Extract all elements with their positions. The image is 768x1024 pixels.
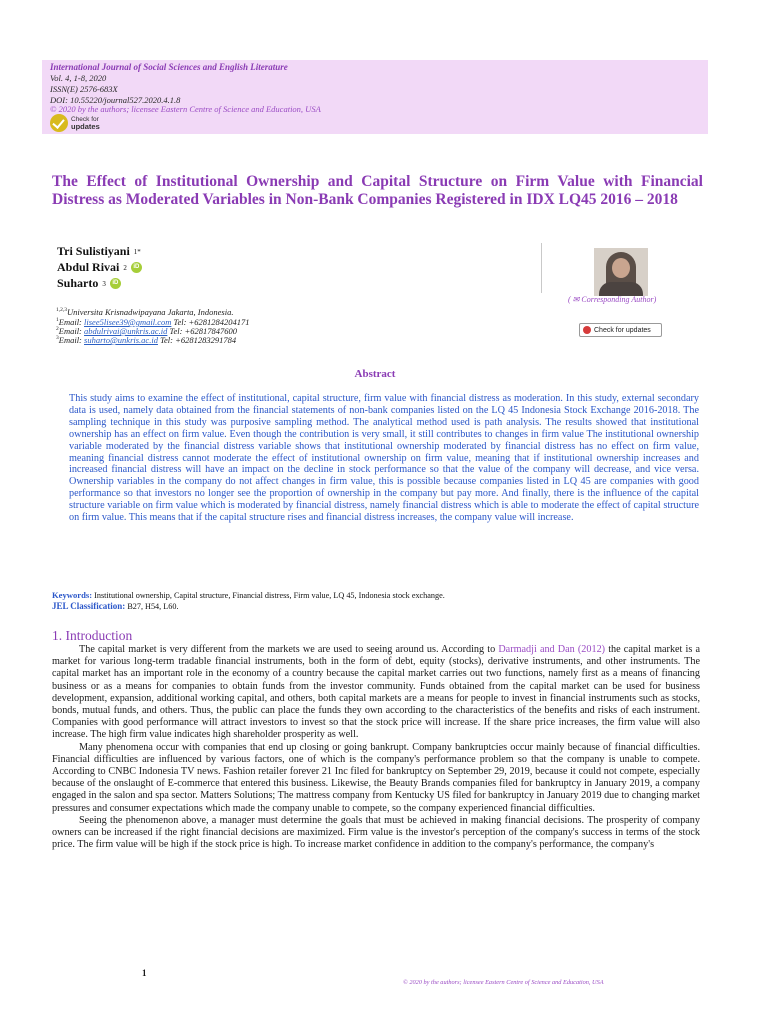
- author-sup: 2: [123, 263, 127, 272]
- check-icon: [50, 114, 68, 132]
- jel-text: B27, H54, L60.: [125, 602, 179, 611]
- affiliation-text: Universita Krisnadwipayana Jakarta, Indonesia.: [67, 306, 234, 317]
- keywords: [52, 590, 445, 601]
- paragraph-2: Many phenomena occur with companies that end up closing or going bankrupt. Company bankruptcies occur mainly because of financial difficulties. Financial difficulties are influenced by various factors, one of which is the company's performance problem so that the company is unable to compete. According to CNBC Indonesia TV news. Fashion retailer forever 21 Inc filed for bankruptcy on September 29, 2019, because it could not compete, especially because of the onslaught of E-commerce that entered this business. Likewise, the Beauty Brands companies filed for bankruptcy in January 2019, a company engaged in the salon and spa sector. Matters Solutions; The mattress company from Kentucky US filed for bankruptcy in January 2019 due to changing market pressures and consumer expectations which made the company unable to compete, so the company experienced financial difficulties.: [52, 741, 700, 814]
- paragraph-text: the capital market is a market for various long-term tradable financial instruments, both in the form of debt, equity (stocks), derivative instruments, and other instruments. The capital market has an important role in the economy of a country because the capital market carries out two functions, namely first as a means of financing business or as a means for companies to obtain funds from the investor community. Funds obtained from the capital market can be used for business development, expansion, additional working capital, and others, both capital markets are a means for people to invest in financial instruments such as stocks, bonds, mutual funds, and others. Thus, the public can place the funds they own according to the characteristics of the benefits and risks of each instrument. Companies with good performance will attract investors to invest so that the stock price will increase. If the share price increases, the firm value will also increase. The high firm value indicates high shareholder prosperity as well.: [52, 644, 700, 741]
- page-number: 1: [142, 968, 147, 978]
- email-link[interactable]: lisee5lisee39@gmail.com: [84, 316, 172, 327]
- author-3: [57, 276, 121, 291]
- check-for-updates-badge[interactable]: [50, 114, 100, 132]
- orcid-icon[interactable]: iD: [131, 262, 142, 273]
- author-2: [57, 260, 142, 275]
- keywords-label: Keywords:: [52, 590, 93, 600]
- phone: Tel: +6281283291784: [157, 334, 237, 345]
- section-heading-introduction: 1. Introduction: [52, 628, 133, 643]
- corresponding-author-note: ( ✉ Corresponding Author): [568, 295, 657, 304]
- journal-name[interactable]: International Journal of Social Sciences and English Literature: [50, 62, 288, 72]
- email-label: Email:: [58, 325, 85, 336]
- author-name: Tri Sulistiyani: [57, 244, 130, 258]
- author-photo: [594, 248, 648, 296]
- orcid-icon[interactable]: iD: [110, 278, 121, 289]
- email-sup: 1: [56, 317, 59, 323]
- check-for-updates-label: Check for updates: [594, 326, 651, 334]
- email-label: Email:: [58, 316, 85, 327]
- abstract-body: This study aims to examine the effect of institutional, capital structure, firm value with financial distress as moderation. In this study, external secondary data is used, namely data obtained from the financial statements of non-bank companies listed on the LQ 45 Indonesia Stock Exchange 2016-2018. The sampling technique in this study was purposive sampling method. The analytical method used is path analysis. The results showed that institutional ownership has an effect on firm value. Even though the contribution is very small, it still contributes to changes in firm value The institutional ownership variable moderated by the financial distress variable shows that institutional ownership moderated by financial distress has no effect on firm value, meaning financial distress cannot moderate the effect of institutional ownership on firm value, meaning that if institutional ownership increases and increased financial distress will have an impact on the decline in stock performance so that the value of the company will decrease, and vice versa. Ownership variables in the company do not affect changes in firm value, this is possible because companies listed in LQ 45 are companies with good performance so that investors no longer see the proportion of ownership in the company but pay more. And finally, there is the influence of the capital structure variable on firm value which is moderated by financial distress, namely financial distress which is able to moderate the effect of capital structure on firm value. This means that if the capital structure rises and financial distress increases, the company value will increase.: [69, 393, 699, 524]
- paragraph-3: Seeing the phenomenon above, a manager must determine the goals that must be achieved in making financial decisions. The prosperity of company owners can be increased if the right financial decisions are maximized. Firm value is the investor's perception of the company's success in terms of the stock price. The firm value will be high if the stock price is high. To increase market confidence in addition to the company's performance, the company's: [52, 814, 700, 851]
- badge-line-2: updates: [71, 121, 100, 131]
- author-sup: 3: [102, 279, 106, 288]
- abstract-heading: Abstract: [354, 368, 396, 380]
- journal-volume: Vol. 4, 1-8, 2020: [50, 73, 107, 83]
- introduction-body: [52, 644, 700, 851]
- paragraph-text: The capital market is very different from the markets we are used to seeing around us. According to: [79, 644, 499, 655]
- phone: Tel: +62817847600: [167, 325, 238, 336]
- author-sup: 1*: [133, 247, 141, 256]
- email-sup: 3: [56, 335, 59, 341]
- crossmark-icon: [583, 326, 591, 334]
- badge-line-1: Check for: [71, 115, 99, 123]
- email-label: Email:: [58, 334, 85, 345]
- author-1: [57, 244, 141, 259]
- author-name: Abdul Rivai: [57, 260, 120, 274]
- paragraph-1: [52, 644, 700, 742]
- check-for-updates-button[interactable]: [579, 323, 662, 337]
- email-link[interactable]: abdulrivai@unkris.ac.id: [84, 325, 168, 336]
- citation-link[interactable]: Darmadji and Dan (2012): [498, 644, 606, 655]
- email-link[interactable]: suharto@unkris.ac.id: [84, 334, 158, 345]
- author-divider: [541, 243, 542, 293]
- journal-doi[interactable]: DOI: 10.55220/journal527.2020.4.1.8: [50, 95, 181, 105]
- keywords-text: Institutional ownership, Capital structure, Financial distress, Firm value, LQ 45, Indonesia stock exchange.: [92, 591, 445, 600]
- email-sup: 2: [56, 326, 59, 332]
- journal-copyright: © 2020 by the authors; licensee Eastern Centre of Science and Education, USA: [50, 104, 321, 114]
- affiliation-sup: 1,2,3: [56, 307, 67, 313]
- author-name: Suharto: [57, 276, 99, 290]
- phone: Tel: +6281284204171: [171, 316, 250, 327]
- jel-label: JEL Classification:: [52, 601, 126, 611]
- footer-copyright: © 2020 by the authors; licensee Eastern Centre of Science and Education, USA: [403, 979, 604, 986]
- jel-classification: [52, 601, 178, 612]
- paper-title: The Effect of Institutional Ownership and Capital Structure on Firm Value with Financial Distress as Moderated Variables in Non-Bank Companies Registered in IDX LQ45 2016 – 2018: [52, 173, 703, 208]
- journal-issn: ISSN(E) 2576-683X: [50, 84, 118, 94]
- email-line-3: [56, 333, 236, 345]
